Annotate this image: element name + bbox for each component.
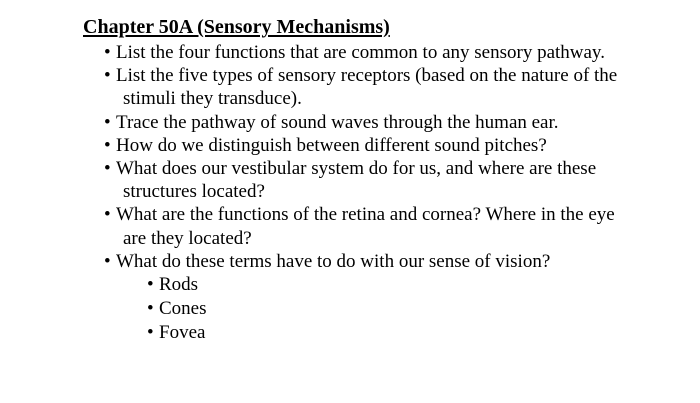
bullet-icon: • bbox=[104, 111, 111, 133]
bullet-icon: • bbox=[104, 42, 111, 63]
bullet-icon: • bbox=[104, 204, 111, 226]
bullet-icon: • bbox=[104, 65, 111, 87]
list-item-text: How do we distinguish between different sound pitches? bbox=[116, 134, 547, 156]
list-item-text: What do these terms have to do with our sense of vision? bbox=[116, 250, 551, 272]
list-item-text: Trace the pathway of sound waves through the human ear. bbox=[116, 111, 559, 133]
list-item-text: What are the functions of the retina and cornea? Where in the eye are they located? bbox=[116, 204, 615, 249]
sub-list-item bbox=[147, 297, 624, 321]
list-item-text: List the four functions that are common to any sensory pathway. bbox=[116, 42, 605, 63]
sub-list-item-text: Cones bbox=[159, 298, 207, 320]
sub-list-item-text: Rods bbox=[159, 274, 199, 296]
bullet-icon: • bbox=[147, 298, 154, 320]
list-item bbox=[104, 64, 624, 110]
bullet-icon: • bbox=[104, 134, 111, 156]
list-item bbox=[104, 134, 624, 157]
bullet-icon: • bbox=[104, 158, 111, 180]
list-item bbox=[104, 250, 624, 345]
bullet-icon: • bbox=[147, 274, 154, 296]
list-item bbox=[104, 41, 624, 64]
list-item bbox=[104, 157, 624, 203]
list-item-text: What does our vestibular system do for us, and where are these structures located? bbox=[116, 158, 597, 203]
sub-list-item bbox=[147, 321, 624, 345]
bullet-icon: • bbox=[147, 322, 154, 344]
list-item bbox=[104, 203, 624, 249]
vision-terms-list bbox=[147, 273, 624, 345]
bullet-icon: • bbox=[104, 250, 111, 272]
sub-list-item bbox=[147, 273, 624, 297]
sub-list-item-text: Fovea bbox=[159, 322, 206, 344]
list-item-text: List the five types of sensory receptors (based on the nature of the stimuli they transduce). bbox=[116, 65, 618, 110]
list-item bbox=[104, 111, 624, 134]
page-title: Chapter 50A (Sensory Mechanisms) bbox=[83, 16, 390, 38]
question-list bbox=[104, 41, 624, 345]
